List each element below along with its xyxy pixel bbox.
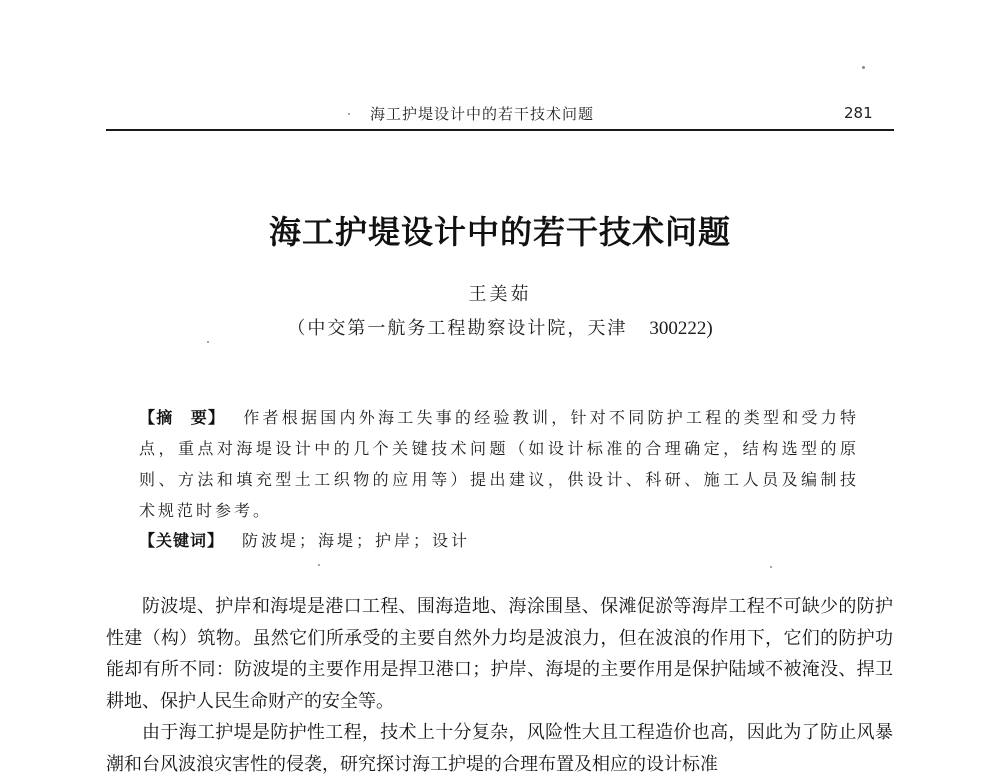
article-title: 海工护堤设计中的若干技术问题 <box>268 213 731 251</box>
abstract <box>139 402 859 526</box>
header-rule <box>106 129 894 131</box>
scan-speck <box>318 564 320 566</box>
article-author: 王美茹 <box>468 284 532 305</box>
page-number: 281 <box>844 104 873 122</box>
scan-speck <box>770 566 772 568</box>
affiliation-text: （中交第一航务工程勘察设计院，天津 <box>287 318 628 339</box>
abstract-text: 作者根据国内外海工失事的经验教训，针对不同防护工程的类型和受力特点，重点对海堤设计中的几个关键技术问题（如设计标准的合理确定，结构选型的原则、方法和填充型土工织物的应用等）提出建议，供设计、科研、施工人员及编制技术规范时参考。 <box>139 408 859 520</box>
scan-speck <box>862 66 865 69</box>
body-paragraph: 由于海工护堤是防护性工程，技术上十分复杂，风险性大且工程造价也高，因此为了防止风暴潮和台风波浪灾害性的侵袭，研究探讨海工护堤的合理布置及相应的设计标准 <box>106 722 893 775</box>
keywords-text: 防波堤；海堤；护岸；设计 <box>242 531 471 550</box>
body-paragraph: 防波堤、护岸和海堤是港口工程、围海造地、海涂围垦、保滩促淤等海岸工程不可缺少的防护性建（构）筑物。虽然它们所承受的主要自然外力均是波浪力，但在波浪的作用下，它们的防护功能却有所不同：防波堤的主要作用是捍卫港口；护岸、海堤的主要作用是保护陆域不被淹没、捍卫耕地、保护人民生命财产的安全等。 <box>106 596 893 712</box>
keywords-label: 【关键词】 <box>139 531 225 550</box>
keywords <box>139 528 470 551</box>
author-affiliation <box>0 314 1000 340</box>
postal-code: 300222) <box>649 318 713 339</box>
scan-speck <box>207 341 209 343</box>
running-header-title: 海工护堤设计中的若干技术问题 <box>370 105 595 123</box>
body-text <box>106 591 893 780</box>
abstract-label: 【摘 要】 <box>139 408 226 427</box>
scan-speck <box>348 113 350 115</box>
